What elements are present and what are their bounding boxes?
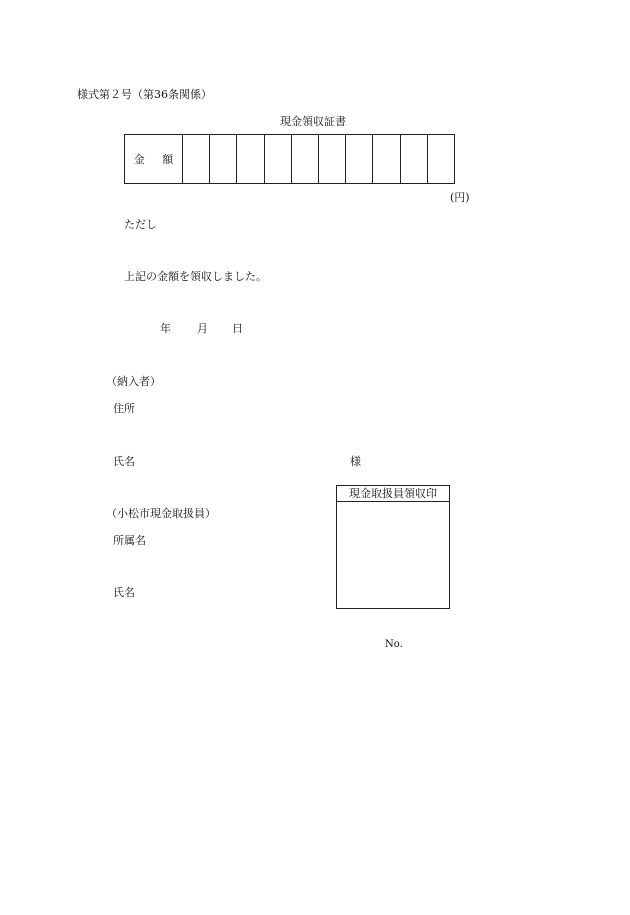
payer-address-label: 住所 — [113, 402, 135, 415]
official-heading: （小松市現金取扱員） — [106, 507, 216, 520]
honorific-label: 様 — [350, 455, 361, 468]
amount-digit-box — [318, 135, 345, 184]
date-day-label: 日 — [232, 322, 243, 335]
amount-digit-box — [400, 135, 427, 184]
payer-heading: （納入者） — [106, 375, 161, 388]
official-name-label: 氏名 — [113, 586, 135, 599]
currency-unit: (円) — [450, 191, 470, 204]
amount-digit-box — [427, 135, 454, 184]
seal-box — [336, 485, 450, 609]
amount-table — [124, 134, 455, 184]
receipt-statement: 上記の金額を領収しました。 — [124, 270, 267, 283]
amount-digit-box — [373, 135, 400, 184]
amount-digit-box — [210, 135, 237, 184]
amount-digit-box — [183, 135, 210, 184]
date-year-label: 年 — [160, 322, 171, 335]
amount-digit-box — [291, 135, 318, 184]
amount-digit-box — [346, 135, 373, 184]
seal-box-title: 現金取扱員領収印 — [337, 486, 449, 502]
proviso-label: ただし — [124, 218, 157, 231]
amount-label: 金 額 — [133, 153, 181, 166]
form-label: 様式第２号（第36条関係） — [77, 88, 212, 101]
amount-digit-box — [237, 135, 264, 184]
amount-digit-box — [264, 135, 291, 184]
official-department-label: 所属名 — [113, 534, 146, 547]
date-month-label: 月 — [197, 322, 208, 335]
amount-label-cell — [125, 135, 183, 184]
document-title: 現金領収証書 — [280, 115, 346, 128]
payer-name-label: 氏名 — [113, 455, 135, 468]
number-label: No. — [385, 639, 403, 650]
